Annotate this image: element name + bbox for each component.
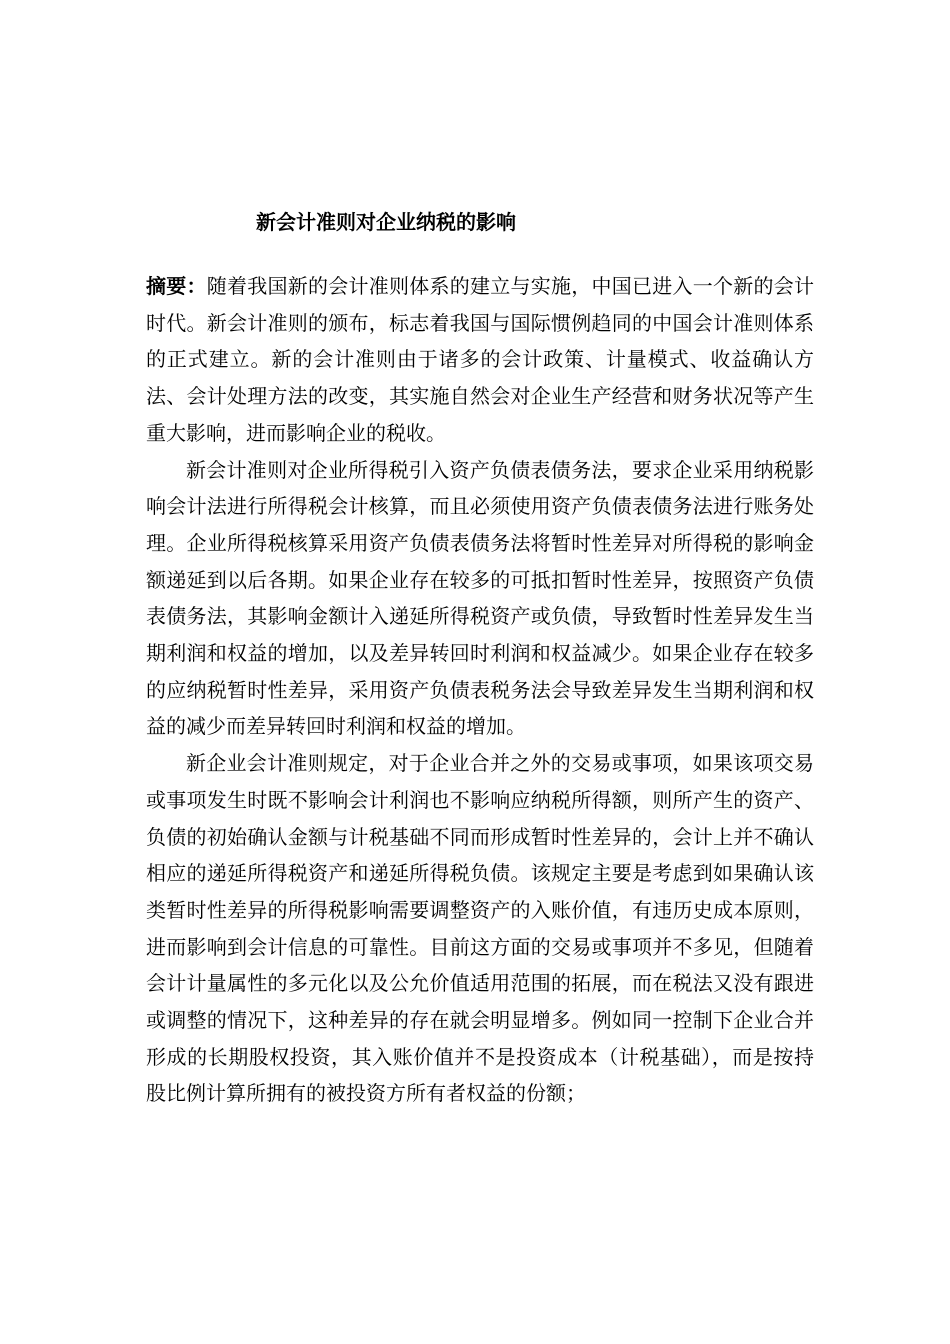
document-title: 新会计准则对企业纳税的影响 <box>256 210 516 234</box>
abstract-label: 摘要： <box>146 274 207 298</box>
abstract-text: 随着我国新的会计准则体系的建立与实施，中国已进入一个新的会计时代。新会计准则的颁布，标志着我国与国际惯例趋同的中国会计准则体系的正式建立。新的会计准则由于诸多的会计政策、计量模式、收益确认方法、会计处理方法的改变，其实施自然会对企业生产经营和财务状况等产生重大影响，进而影响企业的税收。 <box>146 274 814 445</box>
body-paragraph-2: 新企业会计准则规定，对于企业合并之外的交易或事项，如果该项交易或事项发生时既不影响会计利润也不影响应纳税所得额，则所产生的资产、负债的初始确认金额与计税基础不同而形成暂时性差异的，会计上并不确认相应的递延所得税资产和递延所得税负债。该规定主要是考虑到如果确认该类暂时性差异的所得税影响需要调整资产的入账价值，有违历史成本原则，进而影响到会计信息的可靠性。目前这方面的交易或事项并不多见，但随着会计计量属性的多元化以及公允价值适用范围的拓展，而在税法又没有跟进或调整的情况下，这种差异的存在就会明显增多。例如同一控制下企业合并形成的长期股权投资，其入账价值并不是投资成本（计税基础），而是按持股比例计算所拥有的被投资方所有者权益的份额； <box>146 751 814 1106</box>
body-paragraph-1: 新会计准则对企业所得税引入资产负债表债务法，要求企业采用纳税影响会计法进行所得税会计核算，而且必须使用资产负债表债务法进行账务处理。企业所得税核算采用资产负债表债务法将暂时性差异对所得税的影响金额递延到以后各期。如果企业存在较多的可抵扣暂时性差异，按照资产负债表债务法，其影响金额计入递延所得税资产或负债，导致暂时性差异发生当期利润和权益的增加，以及差异转回时利润和权益减少。如果企业存在较多的应纳税暂时性差异，采用资产负债表税务法会导致差异发生当期利润和权益的减少而差异转回时利润和权益的增加。 <box>146 457 814 739</box>
document-body <box>146 268 814 1112</box>
abstract-paragraph <box>146 268 814 452</box>
